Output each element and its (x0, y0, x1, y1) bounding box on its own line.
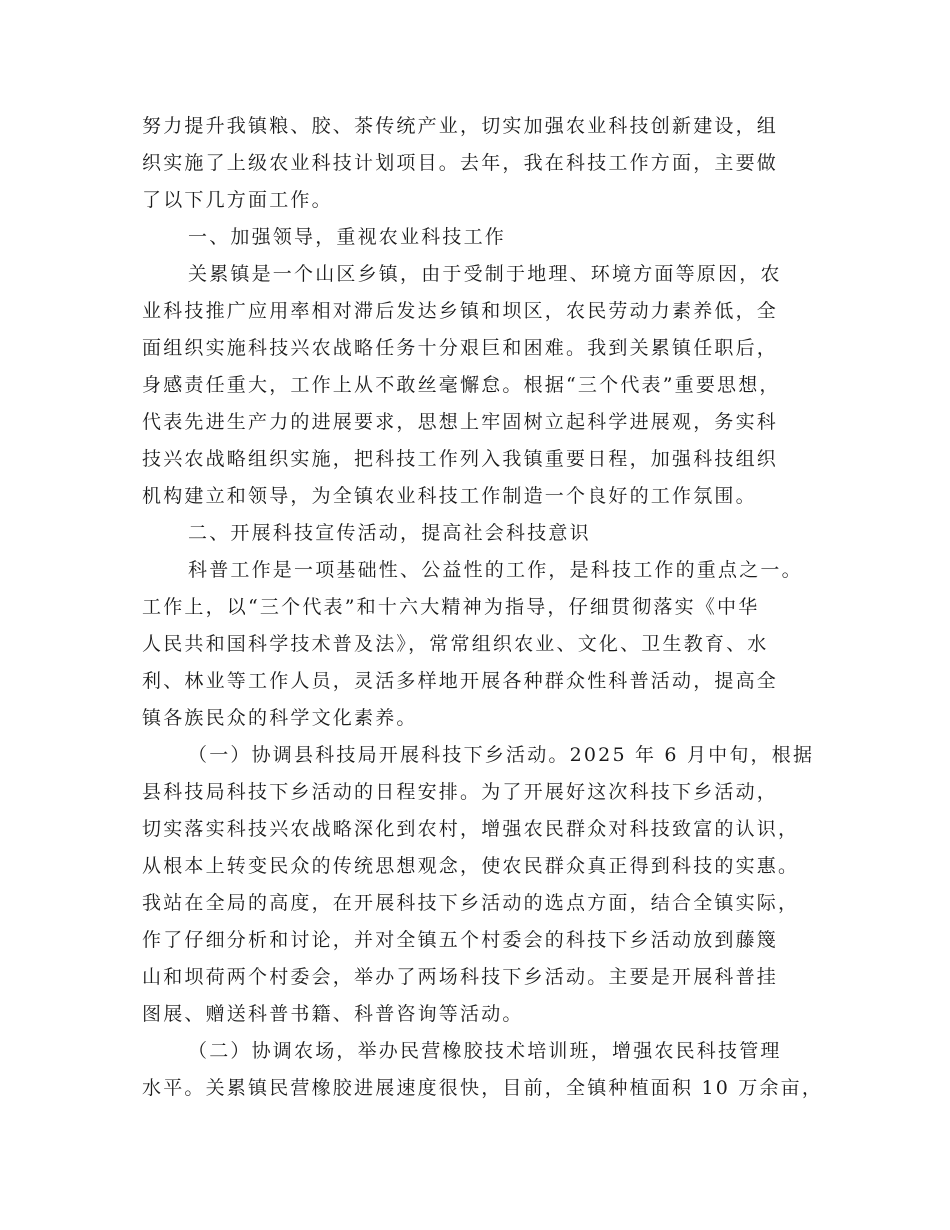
document-body (142, 108, 822, 1107)
text-line: 作了仔细分析和讨论，并对全镇五个村委会的科技下乡活动放到藤篾 (142, 929, 779, 951)
section-heading-2: 二、开展科技宣传活动，提高社会科技意识 (188, 522, 591, 544)
text-line: 努力提升我镇粮、胶、茶传统产业，切实加强农业科技创新建设，组 (142, 115, 779, 137)
text-line: 了以下几方面工作。 (142, 189, 333, 211)
text-line: 面组织实施科技兴农战略任务十分艰巨和困难。我到关累镇任职后， (142, 337, 779, 359)
text-line: 业科技推广应用率相对滞后发达乡镇和坝区，农民劳动力素养低，全 (142, 300, 779, 322)
subsection-line: （一）协调县科技局开展科技下乡活动。2025 年 6 月中旬，根据 (188, 744, 815, 766)
text-line: 工作上，以“三个代表”和十六大精神为指导，仔细贯彻落实《中华 (142, 596, 760, 618)
text-line: 县科技局科技下乡活动的日程安排。为了开展好这次科技下乡活动， (142, 781, 779, 803)
text-line: 从根本上转变民众的传统思想观念，使农民群众真正得到科技的实惠。 (142, 855, 800, 877)
text-line: 人民共和国科学技术普及法》，常常组织农业、文化、卫生教育、水 (142, 633, 769, 655)
text-line: 利、林业等工作人员，灵活多样地开展各种群众性科普活动，提高全 (142, 670, 779, 692)
text-line: 机构建立和领导，为全镇农业科技工作制造一个良好的工作氛围。 (142, 485, 757, 507)
text-line: 代表先进生产力的进展要求，思想上牢固树立起科学进展观，务实科 (142, 411, 779, 433)
text-line: 科普工作是一项基础性、公益性的工作，是科技工作的重点之一。 (188, 559, 803, 581)
section-heading-1: 一、加强领导，重视农业科技工作 (188, 226, 507, 248)
text-line: 水平。关累镇民营橡胶进展速度很快，目前，全镇种植面积 10 万余亩， (142, 1077, 824, 1099)
text-line: 山和坝荷两个村委会，举办了两场科技下乡活动。主要是开展科普挂 (142, 966, 779, 988)
text-line: 织实施了上级农业科技计划项目。去年，我在科技工作方面，主要做 (142, 152, 779, 174)
text-line: 身感责任重大，工作上从不敢丝毫懈怠。根据“三个代表”重要思想， (142, 374, 781, 396)
text-line: 图展、赠送科普书籍、科普咨询等活动。 (142, 1003, 524, 1025)
text-line: 切实落实科技兴农战略深化到农村，增强农民群众对科技致富的认识， (142, 818, 800, 840)
text-line: 我站在全局的高度，在开展科技下乡活动的选点方面，结合全镇实际， (142, 892, 800, 914)
text-line: 技兴农战略组织实施，把科技工作列入我镇重要日程，加强科技组织 (142, 448, 779, 470)
text-line: 镇各族民众的科学文化素养。 (142, 707, 418, 729)
subsection-line: （二）协调农场，举办民营橡胶技术培训班，增强农民科技管理 (188, 1040, 782, 1062)
text-line: 关累镇是一个山区乡镇，由于受制于地理、环境方面等原因，农 (188, 263, 782, 285)
